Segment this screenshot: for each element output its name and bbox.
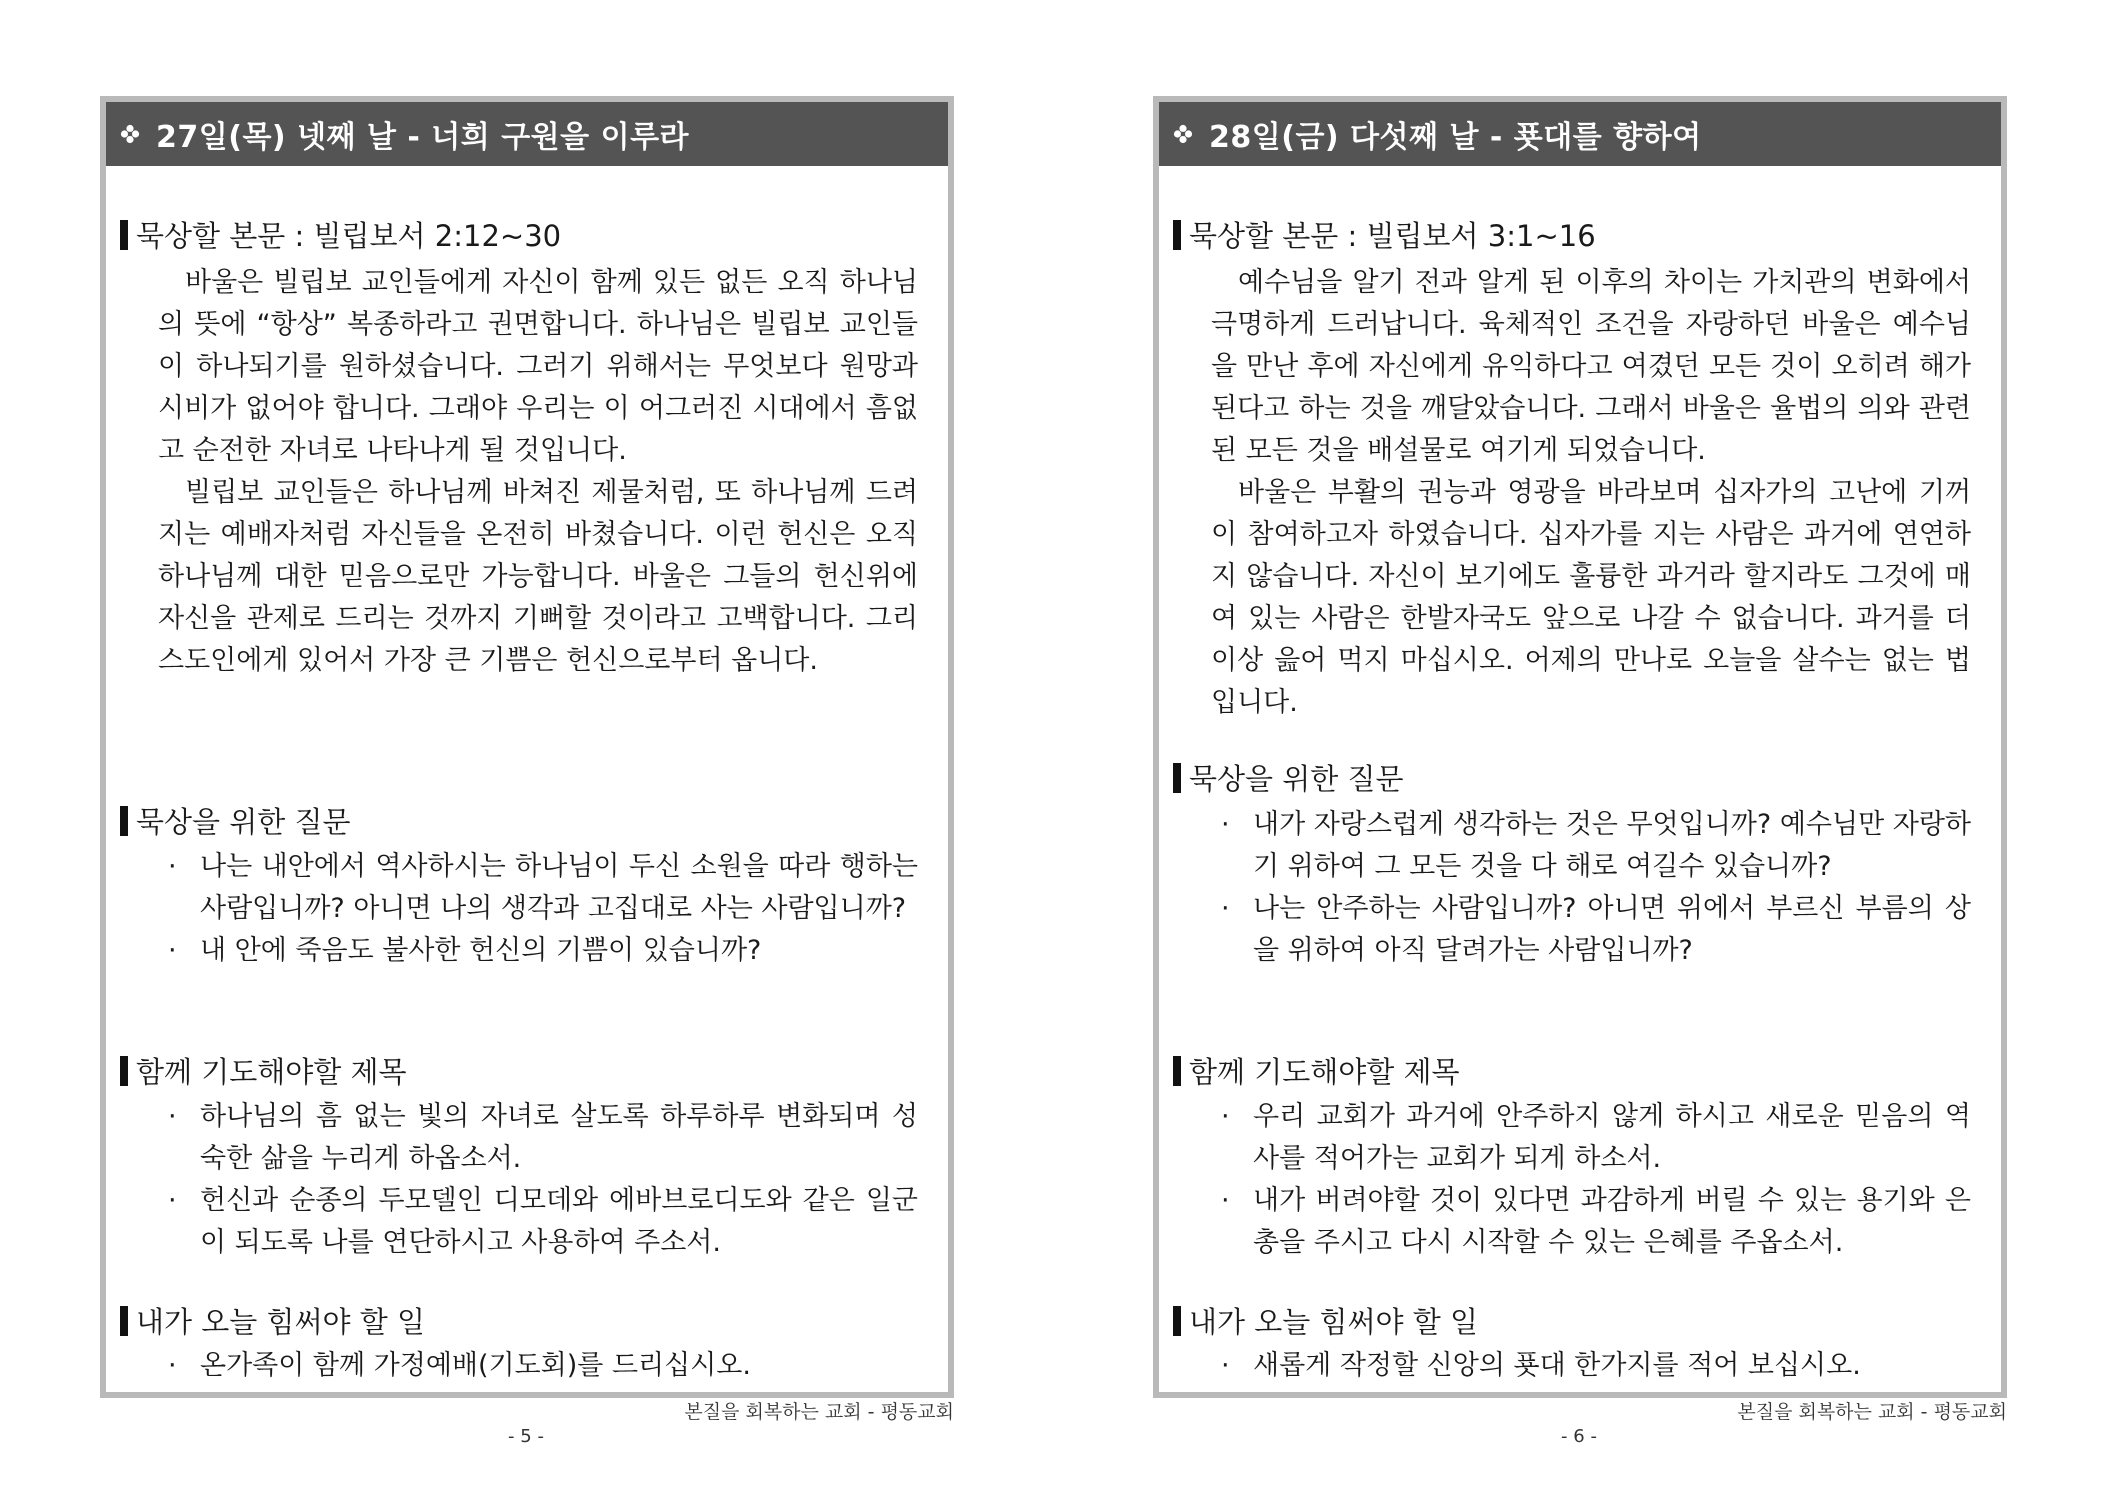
question-text: 나는 내안에서 역사하시는 하나님이 두신 소원을 따라 행하는 사람입니까? 아니면 나의 생각과 고집대로 사는 사람입니까? [200,851,918,924]
bullet-dot-icon: · [168,1185,177,1216]
scripture-heading-text: 묵상할 본문 : 빌립보서 2:12~30 [136,219,562,253]
meditation-paragraph: 빌립보 교인들은 하나님께 바쳐진 제물처럼, 또 하나님께 드려지는 예배자처럼 자신들을 온전히 바쳤습니다. 이런 헌신은 오직 하나님께 대한 믿음으로만 가능합니다. 바울은 그들의 헌신위에 자신을 관제로 드리는 것까지 기뻐할 것이라고 고백합니다. 그리스도인에게 있어서 가장 큰 기쁨은 헌신으로부터 옵니다. [158,477,918,676]
question-text: 내 안에 죽음도 불사한 헌신의 기쁨이 있습니까? [200,935,762,966]
task-list [158,1345,918,1387]
page-right [1053,0,2105,1488]
task-list [1211,1345,1971,1387]
question-text: 내가 자랑스럽게 생각하는 것은 무엇입니까? 예수님만 자랑하기 위하여 그 모든 것을 다 해로 여길수 있습니까? [1253,809,1971,882]
questions-list [1211,804,1971,972]
bullet-dot-icon: · [1221,1350,1230,1381]
heading-bar-icon [1173,763,1181,793]
day-title: 28일(금) 다섯째 날 - 푯대를 향하여 [1209,120,1702,155]
list-item [1211,1345,1971,1387]
list-item [158,1096,918,1180]
questions-heading-text: 묵상을 위한 질문 [1189,762,1404,796]
questions-list [158,846,918,972]
task-heading [120,1300,425,1341]
list-item [1211,1180,1971,1264]
day-title-bar [106,102,948,166]
list-item [158,1180,918,1264]
list-item [1211,888,1971,972]
page-footer: 본질을 회복하는 교회 - 평동교회 [684,1401,954,1423]
prayer-heading-text: 함께 기도해야할 제목 [136,1055,407,1089]
list-item [1211,1096,1971,1180]
list-item [158,930,918,972]
task-text: 온가족이 함께 가정예배(기도회)를 드리십시오. [200,1350,751,1381]
bullet-dot-icon: · [1221,809,1230,840]
page-footer: 본질을 회복하는 교회 - 평동교회 [1737,1401,2007,1423]
bullet-dot-icon: · [1221,1101,1230,1132]
list-item [1211,804,1971,888]
heading-bar-icon [120,806,128,836]
page-number: - 6 - [1561,1426,1597,1447]
bullet-dot-icon: · [168,1350,177,1381]
questions-heading [120,800,351,841]
task-heading [1173,1300,1478,1341]
prayer-text: 헌신과 순종의 두모델인 디모데와 에바브로디도와 같은 일군이 되도록 나를 연단하시고 사용하여 주소서. [200,1185,918,1258]
clover-bullet-icon [1173,124,1193,144]
bullet-dot-icon: · [168,851,177,882]
day-title-bar [1159,102,2001,166]
meditation-paragraph: 바울은 빌립보 교인들에게 자신이 함께 있든 없든 오직 하나님의 뜻에 “항상” 복종하라고 권면합니다. 하나님은 빌립보 교인들이 하나되기를 원하셨습니다. 그러기 위해서는 무엇보다 원망과 시비가 없어야 합니다. 그래야 우리는 이 어그러진 시대에서 흠없고 순전한 자녀로 나타나게 될 것입니다. [158,267,918,466]
page-left [0,0,1052,1488]
devotion-frame [1153,96,2007,1398]
scripture-heading [120,214,561,255]
list-item [158,846,918,930]
prayer-text: 내가 버려야할 것이 있다면 과감하게 버릴 수 있는 용기와 은총을 주시고 다시 시작할 수 있는 은혜를 주옵소서. [1253,1185,1971,1258]
scripture-heading-text: 묵상할 본문 : 빌립보서 3:1~16 [1189,219,1596,253]
task-heading-text: 내가 오늘 힘써야 할 일 [1189,1305,1478,1339]
bullet-dot-icon: · [1221,893,1230,924]
prayer-list [1211,1096,1971,1264]
prayer-list [158,1096,918,1264]
bullet-dot-icon: · [168,1101,177,1132]
scripture-heading [1173,214,1596,255]
heading-bar-icon [1173,220,1181,250]
task-heading-text: 내가 오늘 힘써야 할 일 [136,1305,425,1339]
prayer-text: 우리 교회가 과거에 안주하지 않게 하시고 새로운 믿음의 역사를 적어가는 교회가 되게 하소서. [1253,1101,1971,1174]
question-text: 나는 안주하는 사람입니까? 아니면 위에서 부르신 부름의 상을 위하여 아직 달려가는 사람입니까? [1253,893,1971,966]
bullet-dot-icon: · [1221,1185,1230,1216]
heading-bar-icon [120,220,128,250]
meditation-paragraph: 바울은 부활의 권능과 영광을 바라보며 십자가의 고난에 기꺼이 참여하고자 하였습니다. 십자가를 지는 사람은 과거에 연연하지 않습니다. 자신이 보기에도 훌륭한 과거라 할지라도 그것에 매여 있는 사람은 한발자국도 앞으로 나갈 수 없습니다. 과거를 더 이상 읊어 먹지 마십시오. 어제의 만나로 오늘을 살수는 없는 법입니다. [1211,477,1971,718]
questions-heading-text: 묵상을 위한 질문 [136,805,351,839]
heading-bar-icon [120,1056,128,1086]
devotion-frame [100,96,954,1398]
questions-heading [1173,757,1404,798]
heading-bar-icon [1173,1056,1181,1086]
task-text: 새롭게 작정할 신앙의 푯대 한가지를 적어 보십시오. [1253,1350,1861,1381]
day-title: 27일(목) 넷째 날 - 너희 구원을 이루라 [156,120,690,155]
bullet-dot-icon: · [168,935,177,966]
meditation-paragraph: 예수님을 알기 전과 알게 된 이후의 차이는 가치관의 변화에서 극명하게 드러납니다. 육체적인 조건을 자랑하던 바울은 예수님을 만난 후에 자신에게 유익하다고 여겼던 모든 것이 오히려 해가 된다고 하는 것을 깨달았습니다. 그래서 바울은 율법의 의와 관련된 모든 것을 배설물로 여기게 되었습니다. [1211,267,1971,466]
page-number: - 5 - [508,1426,544,1447]
prayer-text: 하나님의 흠 없는 빛의 자녀로 살도록 하루하루 변화되며 성숙한 삶을 누리게 하옵소서. [200,1101,918,1174]
prayer-heading-text: 함께 기도해야할 제목 [1189,1055,1460,1089]
heading-bar-icon [1173,1306,1181,1336]
heading-bar-icon [120,1306,128,1336]
prayer-heading [1173,1050,1460,1091]
prayer-heading [120,1050,407,1091]
clover-bullet-icon [120,124,140,144]
list-item [158,1345,918,1387]
